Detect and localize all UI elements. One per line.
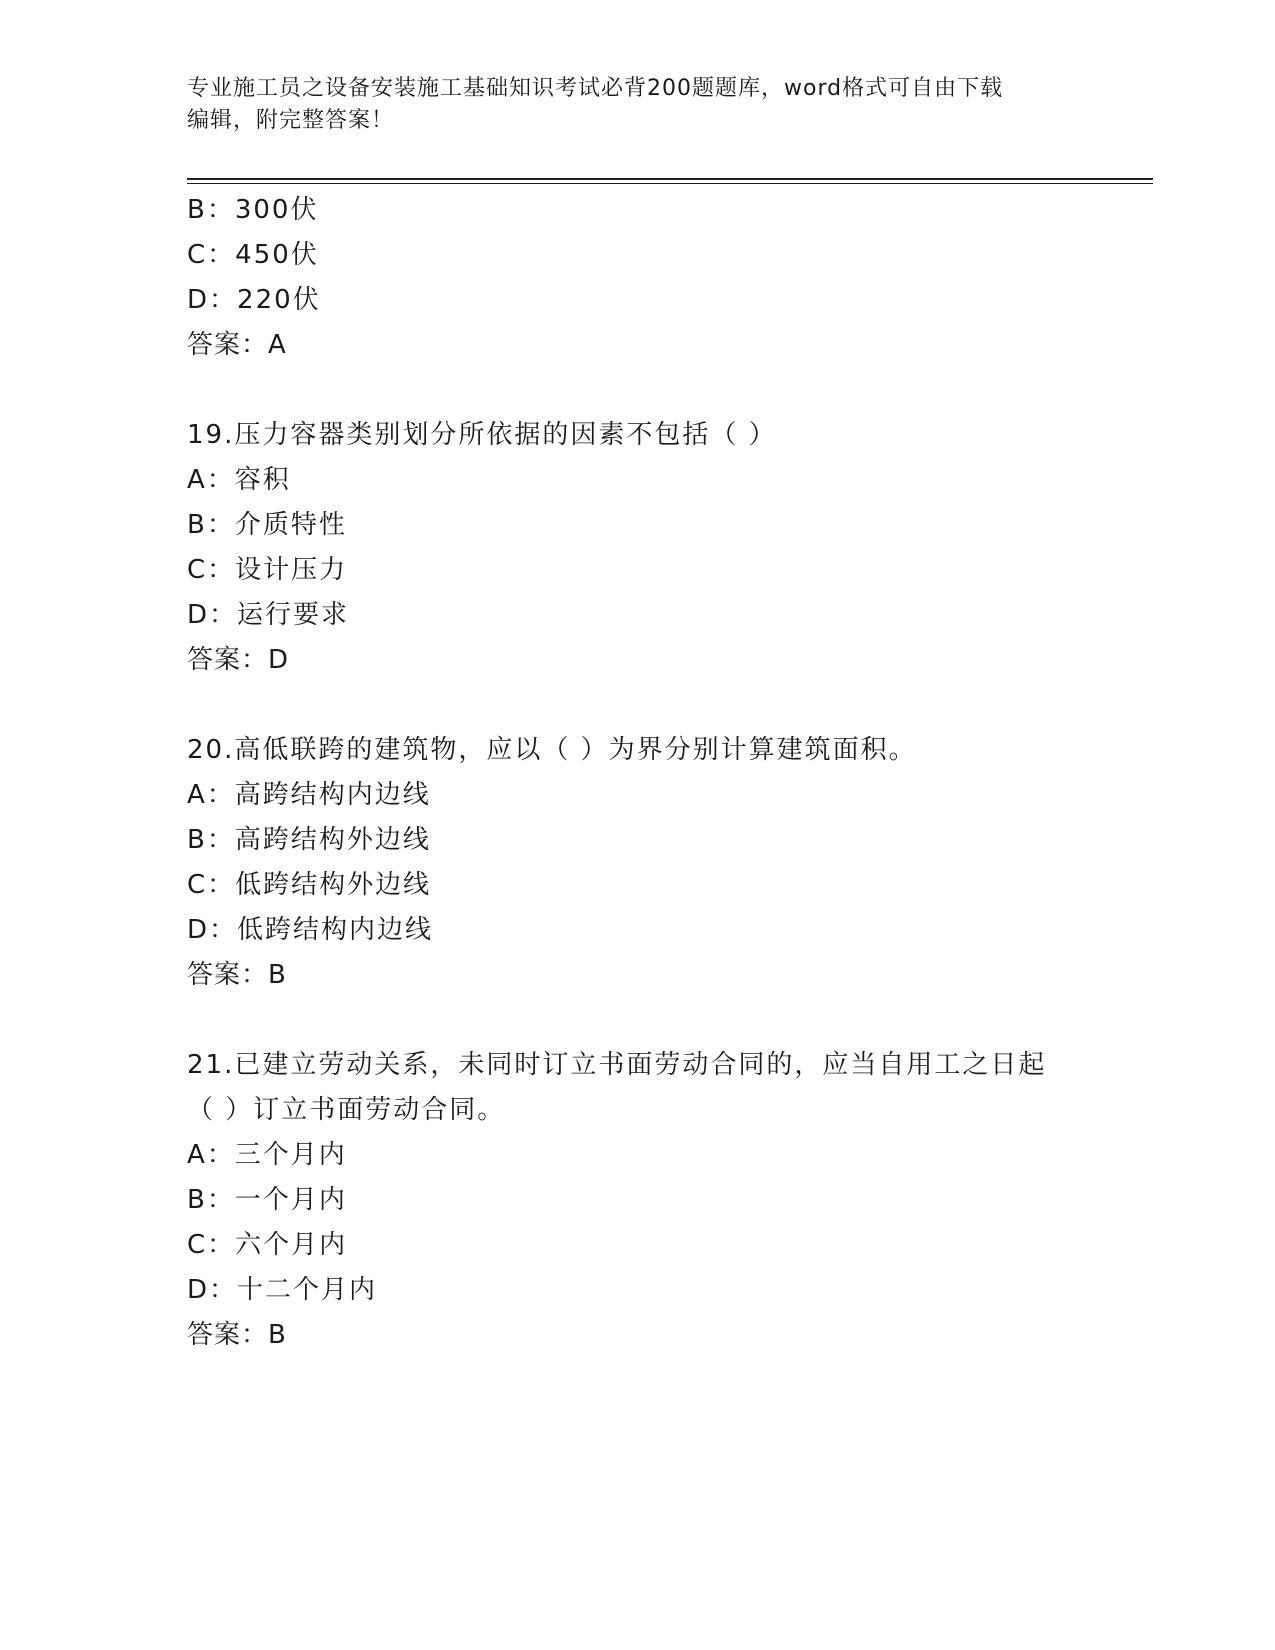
header-title-line-1: 专业施工员之设备安装施工基础知识考试必背200题题库，word格式可自由下载: [187, 76, 1004, 101]
q18-answer: 答案：A: [187, 330, 287, 360]
q19-option-b: B：介质特性: [187, 510, 347, 540]
document-header: [187, 73, 1087, 137]
header-rule-thin: [187, 183, 1153, 184]
q19-answer: 答案：D: [187, 645, 290, 675]
q21-answer: 答案：B: [187, 1320, 287, 1350]
q18-option-d: D：220伏: [187, 285, 321, 315]
q21-question-line-2: （ ）订立书面劳动合同。: [187, 1095, 506, 1125]
q18-option-b: B：300伏: [187, 195, 319, 225]
q20-option-a: A：高跨结构内边线: [187, 780, 431, 810]
header-title-line-2: 编辑，附完整答案！: [187, 108, 395, 133]
q19-option-a: A：容积: [187, 465, 291, 495]
q19-question: 19.压力容器类别划分所依据的因素不包括（ ）: [187, 420, 777, 450]
q19-option-d: D：运行要求: [187, 600, 350, 630]
header-rule-thick: [187, 178, 1153, 180]
q21-option-c: C：六个月内: [187, 1230, 348, 1260]
q20-question: 20.高低联跨的建筑物，应以（ ）为界分别计算建筑面积。: [187, 735, 917, 765]
q21-question-line-1: 21.已建立劳动关系，未同时订立书面劳动合同的，应当自用工之日起: [187, 1050, 1047, 1080]
q21-option-a: A：三个月内: [187, 1140, 347, 1170]
q21-option-b: B：一个月内: [187, 1185, 347, 1215]
q19-option-c: C：设计压力: [187, 555, 348, 585]
q21-option-d: D：十二个月内: [187, 1275, 378, 1305]
q20-option-c: C：低跨结构外边线: [187, 870, 432, 900]
q18-option-c: C：450伏: [187, 240, 319, 270]
q20-option-d: D：低跨结构内边线: [187, 915, 434, 945]
q20-answer: 答案：B: [187, 960, 287, 990]
q20-option-b: B：高跨结构外边线: [187, 825, 431, 855]
